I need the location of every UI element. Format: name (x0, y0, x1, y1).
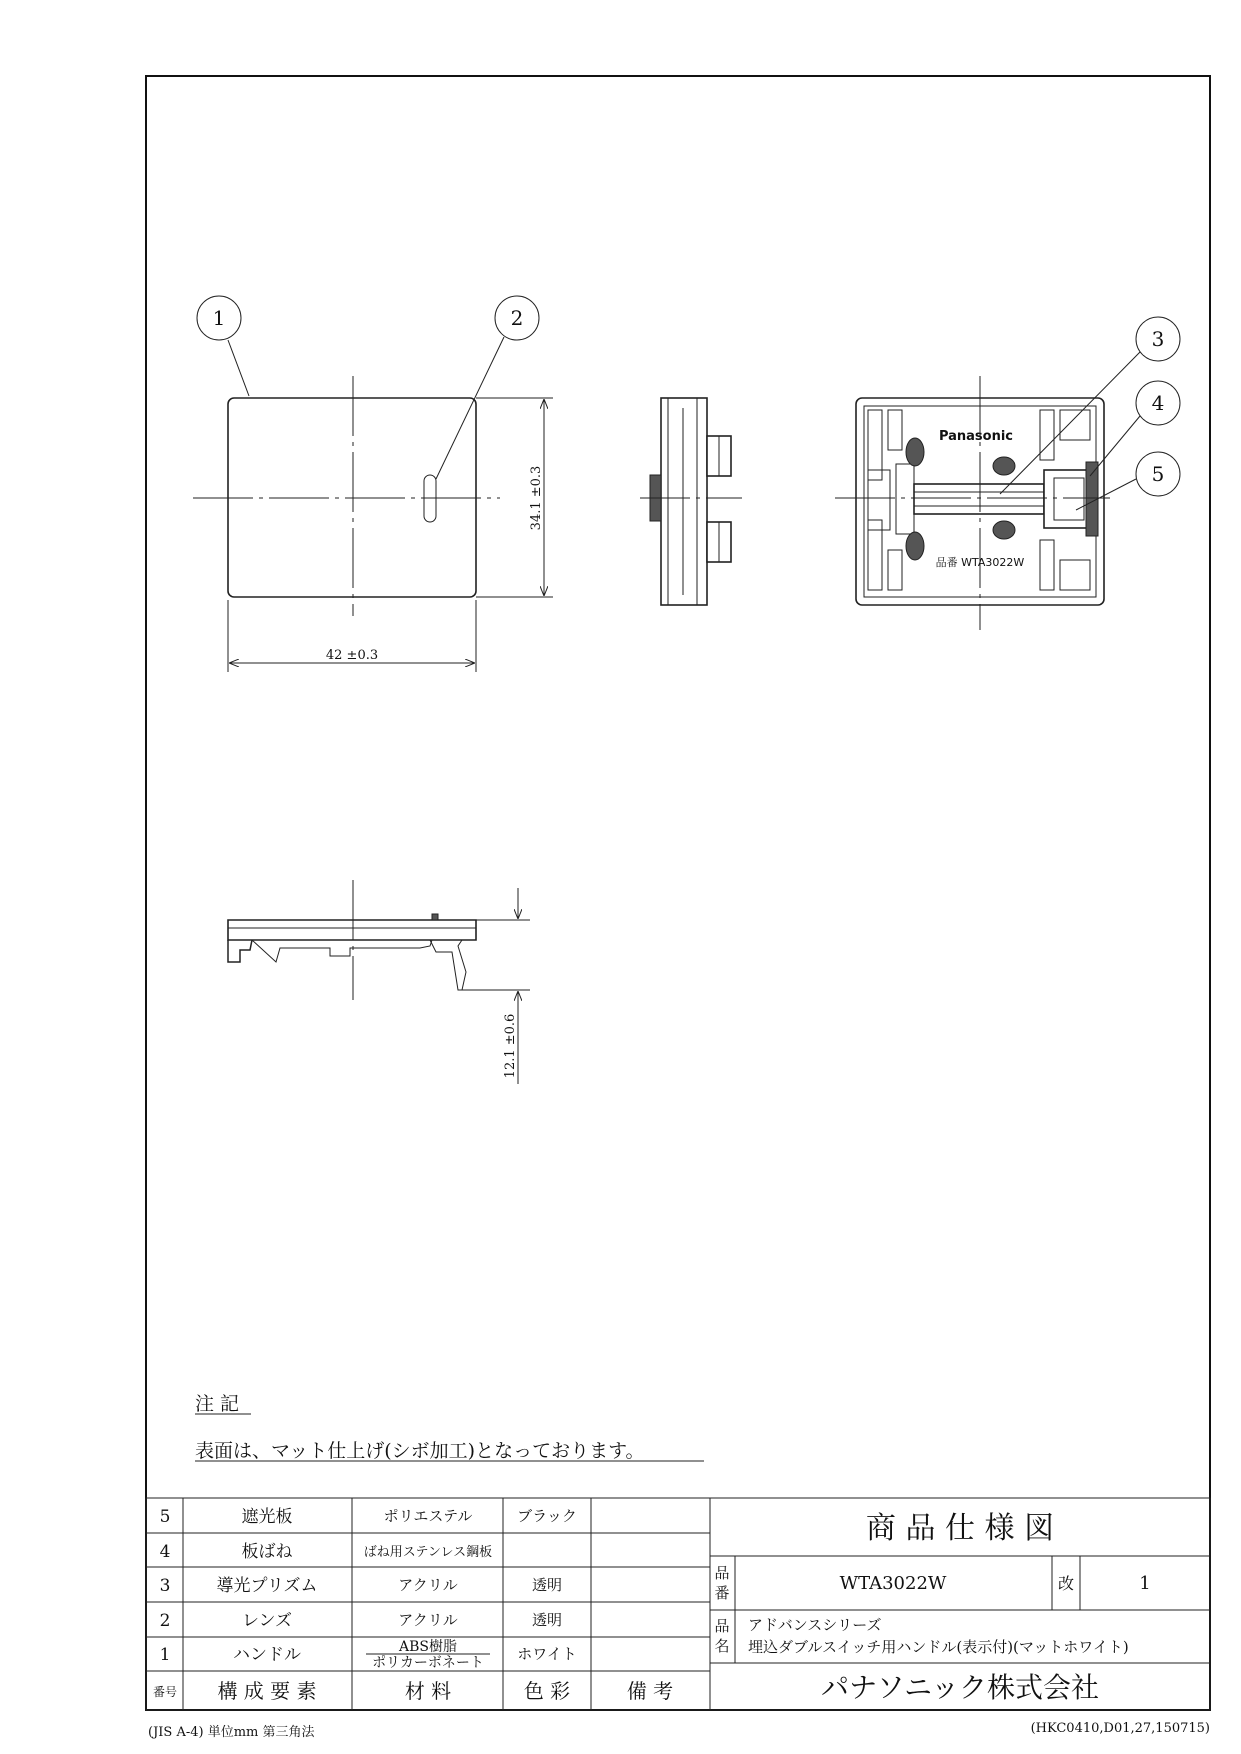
svg-text:遮光板: 遮光板 (241, 1507, 293, 1527)
svg-text:ポリエステル: ポリエステル (383, 1507, 473, 1525)
dim-width: 42 ±0.3 (325, 648, 379, 663)
svg-text:3: 3 (1151, 327, 1165, 351)
name-label: 品 (714, 1617, 730, 1635)
svg-text:アクリル: アクリル (398, 1576, 458, 1594)
svg-text:板ばね: 板ばね (241, 1542, 293, 1562)
drawing-frame (146, 76, 1210, 1710)
svg-text:2: 2 (159, 1611, 171, 1631)
parts-row-4 (160, 1542, 493, 1562)
svg-text:導光プリズム: 導光プリズム (216, 1576, 318, 1596)
svg-text:アクリル: アクリル (398, 1611, 458, 1629)
svg-text:5: 5 (159, 1507, 171, 1527)
svg-text:レンズ: レンズ (241, 1611, 293, 1631)
svg-text:4: 4 (159, 1542, 171, 1562)
part-no-value: WTA3022W (839, 1573, 947, 1594)
parts-row-2 (160, 1611, 562, 1631)
svg-text:番号: 番号 (152, 1685, 178, 1699)
svg-text:5: 5 (1151, 462, 1165, 486)
svg-text:ブラック: ブラック (517, 1507, 577, 1525)
product-name-line2: 埋込ダブルスイッチ用ハンドル(表示付)(マットホワイト) (748, 1638, 1129, 1656)
svg-text:1: 1 (159, 1645, 171, 1665)
svg-text:ポリカーボネート: ポリカーボネート (372, 1655, 484, 1671)
parts-row-3 (160, 1576, 562, 1596)
parts-table (146, 1498, 710, 1710)
svg-text:ばね用ステンレス鋼板: ばね用ステンレス鋼板 (363, 1545, 493, 1560)
svg-text:ホワイト: ホワイト (517, 1645, 577, 1663)
dim-height: 34.1 ±0.3 (529, 465, 544, 531)
rear-part-no-label: 品番 WTA3022W (935, 556, 1025, 569)
notes (195, 1393, 704, 1462)
rear-brand-label: Panasonic (938, 429, 1014, 444)
svg-text:透明: 透明 (531, 1611, 563, 1629)
front-view (193, 376, 553, 672)
footer-scale-note: (JIS A-4) 単位mm 第三角法 (148, 1725, 315, 1740)
notes-heading: 注 記 (195, 1393, 240, 1415)
rear-view (835, 376, 1110, 630)
side-view (640, 398, 742, 605)
svg-text:ハンドル: ハンドル (233, 1645, 301, 1665)
svg-text:材 料: 材 料 (404, 1679, 452, 1703)
svg-text:3: 3 (159, 1576, 171, 1596)
title-block (710, 1498, 1210, 1710)
part-no-label: 品 (714, 1564, 730, 1582)
part-no-label-2: 番 (714, 1584, 730, 1602)
product-name-line1: アドバンスシリーズ (748, 1616, 882, 1634)
revision-label: 改 (1057, 1574, 1075, 1593)
bottom-view (228, 880, 530, 1084)
footer-doc-code: (HKC0410,D01,27,150715) (1030, 1721, 1210, 1736)
revision-value: 1 (1139, 1573, 1151, 1594)
sheet-title: 商 品 仕 様 図 (865, 1511, 1055, 1546)
svg-text:備 考: 備 考 (626, 1679, 674, 1703)
parts-row-1 (160, 1638, 577, 1671)
company-name: パナソニック株式会社 (820, 1671, 1100, 1704)
svg-text:2: 2 (510, 306, 524, 330)
svg-text:1: 1 (212, 306, 226, 330)
svg-text:4: 4 (1151, 391, 1165, 415)
parts-header-row (153, 1679, 673, 1703)
balloon-1 (197, 296, 249, 396)
svg-text:構 成 要 素: 構 成 要 素 (217, 1679, 317, 1703)
parts-row-5 (160, 1507, 577, 1527)
name-label-2: 名 (714, 1637, 730, 1655)
dim-depth: 12.1 ±0.6 (503, 1013, 518, 1079)
svg-text:色 彩: 色 彩 (523, 1679, 571, 1703)
svg-text:ABS樹脂: ABS樹脂 (399, 1639, 457, 1655)
notes-text: 表面は、マット仕上げ(シボ加工)となっております。 (195, 1440, 645, 1462)
svg-text:透明: 透明 (531, 1576, 563, 1594)
